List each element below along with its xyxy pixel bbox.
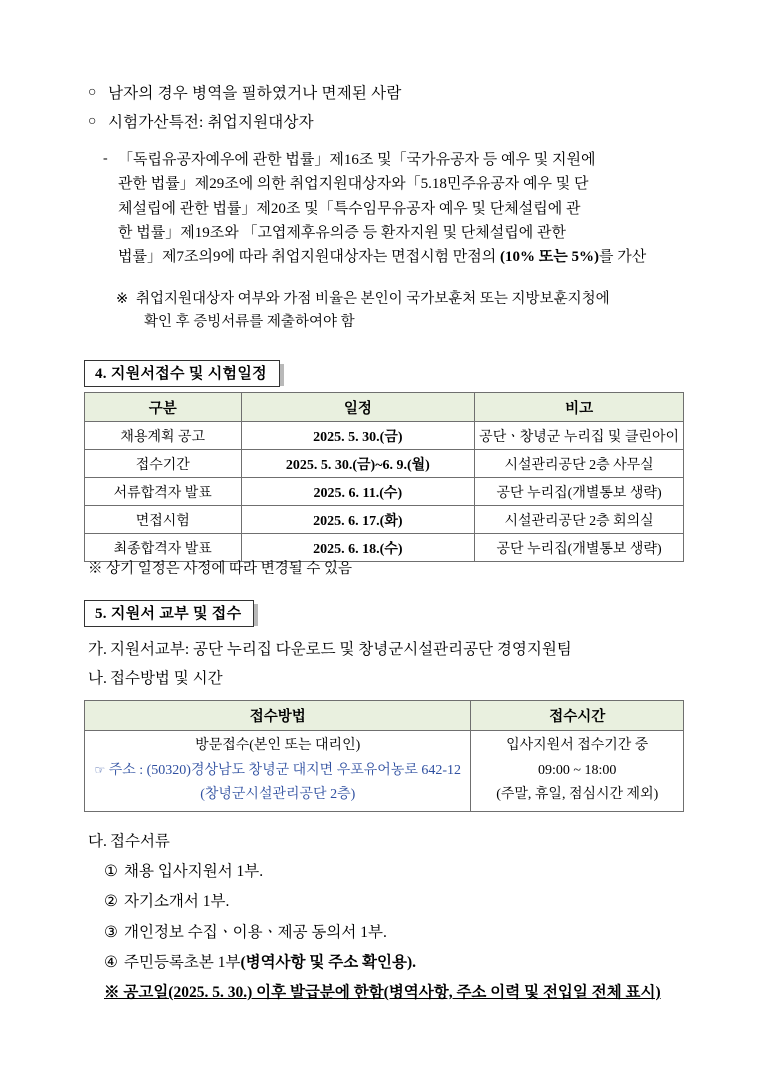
- documents-heading: [88, 827, 708, 857]
- cell-reception-time: [471, 731, 684, 812]
- list-item: [88, 111, 688, 135]
- cell-remark: 공단 누리집(개별통보 생략): [475, 534, 684, 562]
- cell-division: 면접시험: [85, 506, 242, 534]
- table-row: [85, 731, 684, 812]
- cell-remark: 시설관리공단 2층 회의실: [475, 506, 684, 534]
- cell-date: 2025. 6. 18.(수): [241, 534, 475, 562]
- line-item-b: [88, 664, 688, 693]
- list-item: [104, 918, 708, 948]
- law-line-4: 한 법률」제19조와 「고엽제후유의증 등 환자지원 및 단체설립에 관한: [118, 224, 566, 241]
- law-citation-paragraph: [103, 148, 688, 269]
- column-header-division: 구분: [85, 393, 242, 422]
- table-header-row: [85, 393, 684, 422]
- column-header-method: 접수방법: [85, 701, 471, 731]
- circled-number-icon: ①: [104, 863, 118, 881]
- required-documents-block: [88, 827, 708, 1008]
- cell-date: 2025. 5. 30.(금): [241, 422, 475, 450]
- circled-number-icon: ③: [104, 923, 118, 941]
- cell-remark: 공단 누리집(개별통보 생략): [475, 478, 684, 506]
- cell-reception-method: [85, 731, 471, 812]
- bonus-rate-emphasis: (10% 또는 5%): [500, 249, 600, 266]
- list-item: [104, 887, 708, 917]
- list-item: [88, 82, 688, 106]
- list-item-label: 남자의 경우 병역을 필하였거나 면제된 사람: [108, 85, 402, 102]
- veteran-note-line-2: 확인 후 증빙서류를 제출하여야 함: [144, 314, 355, 331]
- cell-division: 서류합격자 발표: [85, 478, 242, 506]
- section-5-heading: [84, 600, 254, 624]
- section-5-lines: [88, 635, 688, 694]
- line-index-b: 나.: [88, 670, 107, 688]
- column-header-date: 일정: [241, 393, 475, 422]
- law-line-5a: 법률」제7조의9에 따라 취업지원대상자는 면접시험 만점의: [118, 249, 501, 266]
- cell-date: 2025. 5. 30.(금)~6. 9.(월): [241, 450, 475, 478]
- reception-time-lines: [475, 734, 679, 808]
- document-label: 개인정보 수집ㆍ이용ㆍ제공 동의서 1부.: [124, 923, 387, 941]
- method-address-detail: (창녕군시설관리공단 2층): [200, 787, 356, 802]
- cell-division: 채용계획 공고: [85, 422, 242, 450]
- column-header-time: 접수시간: [471, 701, 684, 731]
- veteran-note-line-1: 취업지원대상자 여부와 가점 비율은 본인이 국가보훈처 또는 지방보훈지청에: [136, 291, 610, 307]
- line-text-a: 지원서교부: 공단 누리집 다운로드 및 창녕군시설관리공단 경영지원팀: [110, 641, 572, 658]
- law-line-5c: 를 가산: [599, 249, 647, 266]
- column-header-remark: 비고: [475, 393, 684, 422]
- table-row: [85, 450, 684, 478]
- cell-division: 접수기간: [85, 450, 242, 478]
- list-item: [104, 948, 708, 978]
- list-item-label: 시험가산특전: 취업지원대상자: [108, 114, 314, 132]
- document-label: 채용 입사지원서 1부.: [124, 863, 264, 881]
- section-5-heading-label: 5. 지원서 교부 및 접수: [84, 600, 254, 627]
- cell-remark: 공단ㆍ창녕군 누리집 및 클린아이: [475, 422, 684, 450]
- cell-remark: 시설관리공단 2층 사무실: [475, 450, 684, 478]
- reception-method-lines: [89, 734, 466, 808]
- veteran-note-body: [136, 288, 686, 334]
- line-index-a: 가.: [88, 641, 107, 658]
- method-address-line: [89, 759, 466, 784]
- schedule-table: [84, 392, 684, 562]
- schedule-footnote: ※ 상기 일정은 사정에 따라 변경될 수 있음: [88, 561, 352, 577]
- veteran-note: [116, 288, 686, 334]
- table-row: [85, 506, 684, 534]
- document-label: 자기소개서 1부.: [124, 893, 230, 911]
- method-address-text: 주소 : (50320)경상남도 창녕군 대지면 우포유어농로 642-12: [108, 762, 462, 778]
- cell-date: 2025. 6. 11.(수): [241, 478, 475, 506]
- section-4-heading: [84, 360, 280, 384]
- reception-table: [84, 700, 684, 812]
- time-line-3: (주말, 휴일, 점심시간 제외): [496, 787, 659, 802]
- circled-number-icon: ④: [104, 953, 118, 971]
- document-label: 주민등록초본 1부: [124, 953, 241, 971]
- circled-number-icon: ②: [104, 893, 118, 911]
- document-label-emphasis: (병역사항 및 주소 확인용).: [240, 953, 416, 971]
- law-line-3: 체설립에 관한 법률」제20조 및「특수임무유공자 예우 및 단체설립에 관: [118, 200, 581, 217]
- circle-bullet-icon: ○: [88, 114, 97, 130]
- law-line-1: 「독립유공자예우에 관한 법률」제16조 및「국가유공자 등 예우 및 지원에: [118, 152, 596, 168]
- line-item-a: [88, 635, 688, 664]
- law-line-2: 관한 법률」제29조에 의한 취업지원대상자와「5.18민주유공자 예우 및 단: [118, 176, 589, 193]
- section-4-heading-label: 4. 지원서접수 및 시험일정: [84, 360, 280, 387]
- dash-bullet-icon: -: [103, 151, 108, 166]
- method-line-1: 방문접수(본인 또는 대리인): [195, 738, 361, 753]
- table-row: [85, 478, 684, 506]
- documents-footnote: ※ 공고일(2025. 5. 30.) 이후 발급분에 한함(병역사항, 주소 이력 및 전입일 전체 표시): [104, 984, 661, 1002]
- law-citation-body: [118, 148, 688, 269]
- table-row: [85, 422, 684, 450]
- documents-heading-label: 접수서류: [110, 833, 170, 850]
- list-item: [104, 857, 708, 887]
- asterisk-note-icon: ※: [116, 291, 129, 307]
- documents-heading-index: 다.: [88, 833, 107, 850]
- time-line-1: 입사지원서 접수기간 중: [506, 738, 649, 753]
- pointer-hand-icon: ☞: [94, 762, 106, 777]
- bullet-list: [88, 82, 688, 140]
- table-header-row: [85, 701, 684, 731]
- cell-date: 2025. 6. 17.(화): [241, 506, 475, 534]
- line-text-b: 접수방법 및 시간: [110, 670, 223, 688]
- cell-division: 최종합격자 발표: [85, 534, 242, 562]
- circle-bullet-icon: ○: [88, 85, 97, 100]
- time-line-2: 09:00 ~ 18:00: [538, 762, 617, 778]
